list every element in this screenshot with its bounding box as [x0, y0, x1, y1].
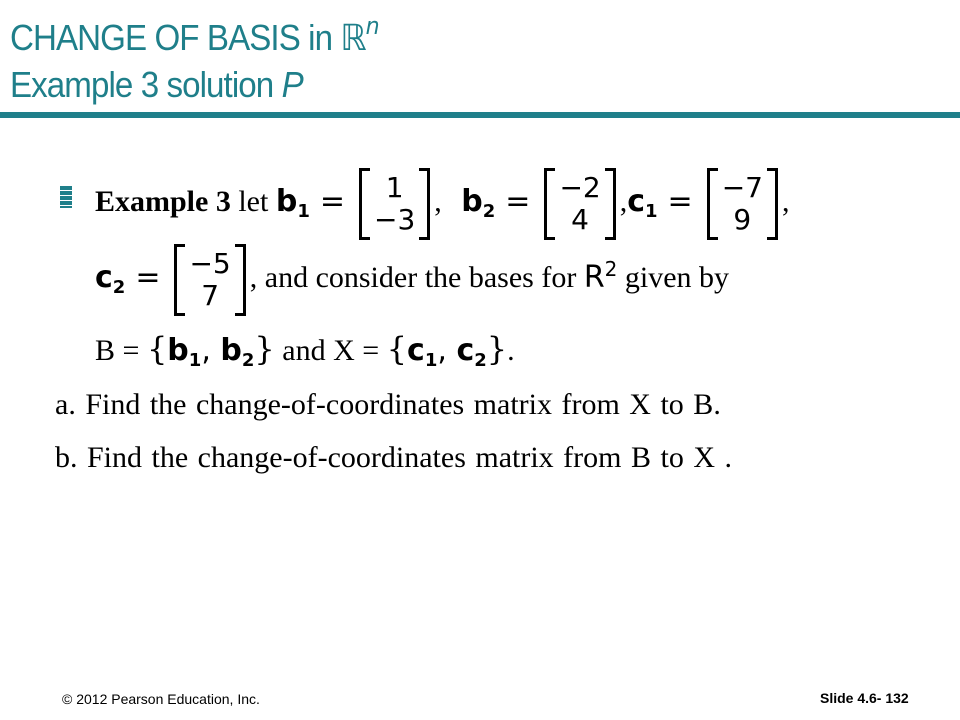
bullet-icon	[60, 186, 72, 208]
r2-symbol: $R^2$	[583, 256, 618, 295]
vector-b2-label: $b_2$	[461, 183, 496, 222]
example-line-3: $B = \{b_1$, $b_2$} and $X = \{c_1$, $c_2$}.	[95, 330, 515, 371]
title-line2: Example 3 solution P	[10, 64, 303, 105]
example-line-1: Example 3 let $b_1$ = 1 −3 , $b_2$ = −2 4 $,c_1$ = −7 9 ,	[95, 168, 789, 240]
example-line-2: $c_2$ = −5 7 , and consider the bases for $R^2$ given by	[95, 244, 729, 316]
vector-c1-label: $c_1$	[627, 183, 658, 222]
title-line1: CHANGE OF BASIS in ℝ$^n$	[10, 12, 379, 59]
vector-c2-label: $c_2$	[95, 259, 126, 298]
question-a: a. Find the change-of-coordinates matrix from X to B.	[55, 388, 721, 421]
slide-title	[10, 4, 379, 107]
copyright-notice: © 2012 Pearson Education, Inc.	[62, 691, 260, 707]
real-numbers-symbol: ℝ$^n$	[340, 12, 379, 59]
vector-c2-matrix: −5 7	[174, 244, 245, 316]
vector-b1-label: $b_1$	[275, 183, 310, 222]
vector-b1-matrix: 1 −3	[359, 168, 430, 240]
slide-number: Slide 4.6- 132	[820, 690, 909, 706]
vector-b2-matrix: −2 4	[544, 168, 615, 240]
title-divider	[0, 112, 960, 118]
vector-c1-matrix: −7 9	[707, 168, 778, 240]
question-b: b. Find the change-of-coordinates matrix from B to X .	[55, 441, 733, 474]
